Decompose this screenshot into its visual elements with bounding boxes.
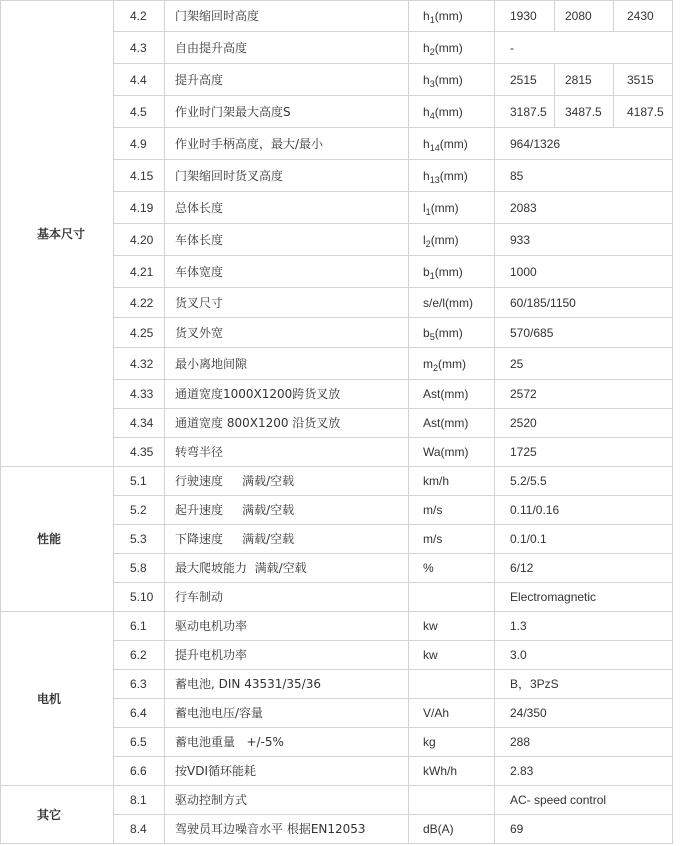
spec-code: 6.5 (114, 728, 165, 757)
spec-value: 2080 (555, 1, 614, 32)
unit-suffix: (mm) (430, 200, 459, 215)
spec-unit (409, 288, 495, 318)
spec-unit (409, 224, 495, 256)
spec-unit (409, 554, 495, 583)
spec-unit (409, 438, 495, 467)
spec-name: 货叉外宽 (165, 318, 409, 348)
spec-name: 提升高度 (165, 64, 409, 96)
spec-name: 提升电机功率 (165, 641, 409, 670)
unit-suffix: (mm) (439, 168, 468, 183)
spec-name: 下降速度 满载/空载 (165, 525, 409, 554)
spec-code: 5.1 (114, 467, 165, 496)
spec-unit (409, 728, 495, 757)
spec-unit (409, 192, 495, 224)
unit-base: h (423, 9, 430, 23)
spec-unit (409, 318, 495, 348)
unit-suffix: (mm) (439, 136, 468, 151)
unit-base: h (423, 40, 430, 55)
spec-unit (409, 583, 495, 612)
spec-code: 4.15 (114, 160, 165, 192)
unit-base: l (423, 200, 426, 215)
unit-base: Ast(mm) (423, 387, 469, 401)
unit-base: dB(A) (423, 822, 454, 836)
spec-value: 964/1326 (495, 128, 673, 160)
spec-name: 蓄电池, DIN 43531/35/36 (165, 670, 409, 699)
unit-subscript: 1 (429, 270, 435, 281)
spec-unit (409, 757, 495, 786)
unit-base: b (423, 264, 430, 279)
spec-value: 288 (495, 728, 673, 757)
unit-base: h (423, 168, 430, 183)
spec-value: 0.11/0.16 (495, 496, 673, 525)
spec-value: 3515 (614, 64, 673, 96)
spec-value: B，3PzS (495, 670, 673, 699)
spec-code: 8.4 (114, 815, 165, 844)
spec-unit (409, 409, 495, 438)
unit-subscript: 13 (429, 174, 440, 185)
spec-value: 2083 (495, 192, 673, 224)
spec-code: 5.3 (114, 525, 165, 554)
spec-value: 1000 (495, 256, 673, 288)
spec-unit (409, 815, 495, 844)
spec-value: 60/185/1150 (495, 288, 673, 318)
spec-value: 570/685 (495, 318, 673, 348)
unit-base: % (423, 561, 434, 575)
spec-name: 作业时手柄高度，最大/最小 (165, 128, 409, 160)
spec-name: 驱动控制方式 (165, 786, 409, 815)
spec-value: Electromagnetic (495, 583, 673, 612)
spec-value: 2.83 (495, 757, 673, 786)
unit-suffix: (mm) (434, 40, 463, 55)
unit-subscript: 2 (429, 46, 435, 57)
spec-value: - (495, 32, 673, 64)
spec-value: 3.0 (495, 641, 673, 670)
spec-value: 5.2/5.5 (495, 467, 673, 496)
unit-base: Wa(mm) (423, 445, 469, 459)
spec-name: 最小离地间隙 (165, 348, 409, 380)
unit-suffix: (mm) (434, 9, 463, 23)
spec-name: 门架缩回时高度 (165, 1, 409, 32)
spec-unit (409, 96, 495, 128)
spec-code: 8.1 (114, 786, 165, 815)
spec-value: 1725 (495, 438, 673, 467)
spec-code: 6.1 (114, 612, 165, 641)
unit-suffix: (mm) (430, 232, 459, 247)
spec-unit (409, 32, 495, 64)
spec-code: 4.4 (114, 64, 165, 96)
spec-row (1, 786, 673, 815)
spec-unit (409, 467, 495, 496)
spec-value: AC- speed control (495, 786, 673, 815)
spec-unit (409, 256, 495, 288)
spec-name: 最大爬坡能力 满载/空载 (165, 554, 409, 583)
unit-base: kWh/h (423, 764, 458, 778)
spec-value: 2520 (495, 409, 673, 438)
spec-name: 转弯半径 (165, 438, 409, 467)
spec-unit (409, 128, 495, 160)
spec-name: 驱动电机功率 (165, 612, 409, 641)
unit-suffix: (mm) (434, 325, 463, 340)
spec-value: 2515 (495, 64, 555, 96)
spec-code: 6.2 (114, 641, 165, 670)
spec-value: 1.3 (495, 612, 673, 641)
spec-name: 总体长度 (165, 192, 409, 224)
spec-code: 4.35 (114, 438, 165, 467)
unit-base: m/s (423, 532, 443, 546)
spec-value: 2430 (614, 1, 673, 32)
spec-unit (409, 641, 495, 670)
spec-name: 通道宽度1000X1200跨货叉放 (165, 380, 409, 409)
spec-name: 门架缩回时货叉高度 (165, 160, 409, 192)
unit-base: kw (423, 619, 438, 633)
spec-code: 5.8 (114, 554, 165, 583)
spec-name: 作业时门架最大高度S (165, 96, 409, 128)
spec-name: 蓄电池电压/容量 (165, 699, 409, 728)
unit-base: kw (423, 648, 438, 662)
unit-base: kg (423, 735, 436, 749)
spec-code: 4.9 (114, 128, 165, 160)
spec-value: 2572 (495, 380, 673, 409)
unit-suffix: (mm) (434, 72, 463, 87)
spec-code: 4.33 (114, 380, 165, 409)
spec-code: 4.3 (114, 32, 165, 64)
unit-subscript: 1 (429, 15, 435, 25)
spec-name: 蓄电池重量 +/-5% (165, 728, 409, 757)
unit-suffix: (mm) (434, 104, 463, 119)
spec-unit (409, 348, 495, 380)
spec-unit (409, 699, 495, 728)
spec-code: 5.10 (114, 583, 165, 612)
spec-unit (409, 525, 495, 554)
spec-code: 4.21 (114, 256, 165, 288)
spec-unit (409, 496, 495, 525)
unit-subscript: 14 (429, 142, 440, 153)
spec-row (1, 612, 673, 641)
spec-value: 25 (495, 348, 673, 380)
group-label: 性能 (1, 467, 114, 612)
spec-code: 4.32 (114, 348, 165, 380)
spec-value: 0.1/0.1 (495, 525, 673, 554)
spec-unit (409, 64, 495, 96)
unit-subscript: 2 (425, 238, 431, 249)
unit-suffix: (mm) (434, 264, 463, 279)
spec-name: 驾驶员耳边噪音水平 根据EN12053 (165, 815, 409, 844)
unit-base: m (423, 356, 433, 371)
unit-subscript: 5 (429, 331, 435, 342)
unit-base: s/e/l(mm) (423, 295, 473, 310)
spec-code: 4.22 (114, 288, 165, 318)
unit-base: V/Ah (423, 706, 450, 720)
spec-code: 6.4 (114, 699, 165, 728)
unit-base: b (423, 325, 430, 340)
spec-value: 24/350 (495, 699, 673, 728)
spec-name: 货叉尺寸 (165, 288, 409, 318)
spec-value: 933 (495, 224, 673, 256)
unit-base: Ast(mm) (423, 416, 469, 430)
spec-value: 4187.5 (614, 96, 673, 128)
spec-code: 5.2 (114, 496, 165, 525)
spec-value: 2815 (555, 64, 614, 96)
spec-unit (409, 1, 495, 32)
group-label: 电机 (1, 612, 114, 786)
unit-base: km/h (423, 474, 450, 488)
spec-code: 4.19 (114, 192, 165, 224)
spec-name: 起升速度 满载/空载 (165, 496, 409, 525)
spec-name: 车体宽度 (165, 256, 409, 288)
unit-subscript: 2 (433, 362, 439, 373)
spec-unit (409, 786, 495, 815)
unit-base: l (423, 232, 426, 247)
spec-name: 按VDI循环能耗 (165, 757, 409, 786)
spec-value: 85 (495, 160, 673, 192)
unit-base: h (423, 104, 430, 119)
spec-value: 6/12 (495, 554, 673, 583)
spec-code: 4.25 (114, 318, 165, 348)
spec-name: 自由提升高度 (165, 32, 409, 64)
spec-row (1, 467, 673, 496)
spec-unit (409, 670, 495, 699)
spec-value: 1930 (495, 1, 555, 32)
group-label: 其它 (1, 786, 114, 844)
spec-code: 4.2 (114, 1, 165, 32)
unit-subscript: 3 (429, 78, 435, 89)
spec-name: 行车制动 (165, 583, 409, 612)
spec-value: 69 (495, 815, 673, 844)
spec-code: 4.20 (114, 224, 165, 256)
spec-code: 4.5 (114, 96, 165, 128)
spec-value: 3187.5 (495, 96, 555, 128)
unit-base: h (423, 72, 430, 87)
spec-name: 车体长度 (165, 224, 409, 256)
group-label: 基本尺寸 (1, 1, 114, 467)
spec-unit (409, 160, 495, 192)
unit-base: m/s (423, 503, 443, 517)
unit-base: h (423, 136, 430, 151)
unit-subscript: 4 (429, 110, 435, 121)
spec-name: 通道宽度 800X1200 沿货叉放 (165, 409, 409, 438)
spec-unit (409, 612, 495, 641)
spec-code: 6.3 (114, 670, 165, 699)
unit-suffix: (mm) (438, 356, 466, 371)
spec-code: 4.34 (114, 409, 165, 438)
unit-subscript: 1 (425, 206, 431, 217)
spec-code: 6.6 (114, 757, 165, 786)
spec-row (1, 1, 673, 32)
spec-value: 3487.5 (555, 96, 614, 128)
spec-unit (409, 380, 495, 409)
spec-name: 行驶速度 满载/空载 (165, 467, 409, 496)
